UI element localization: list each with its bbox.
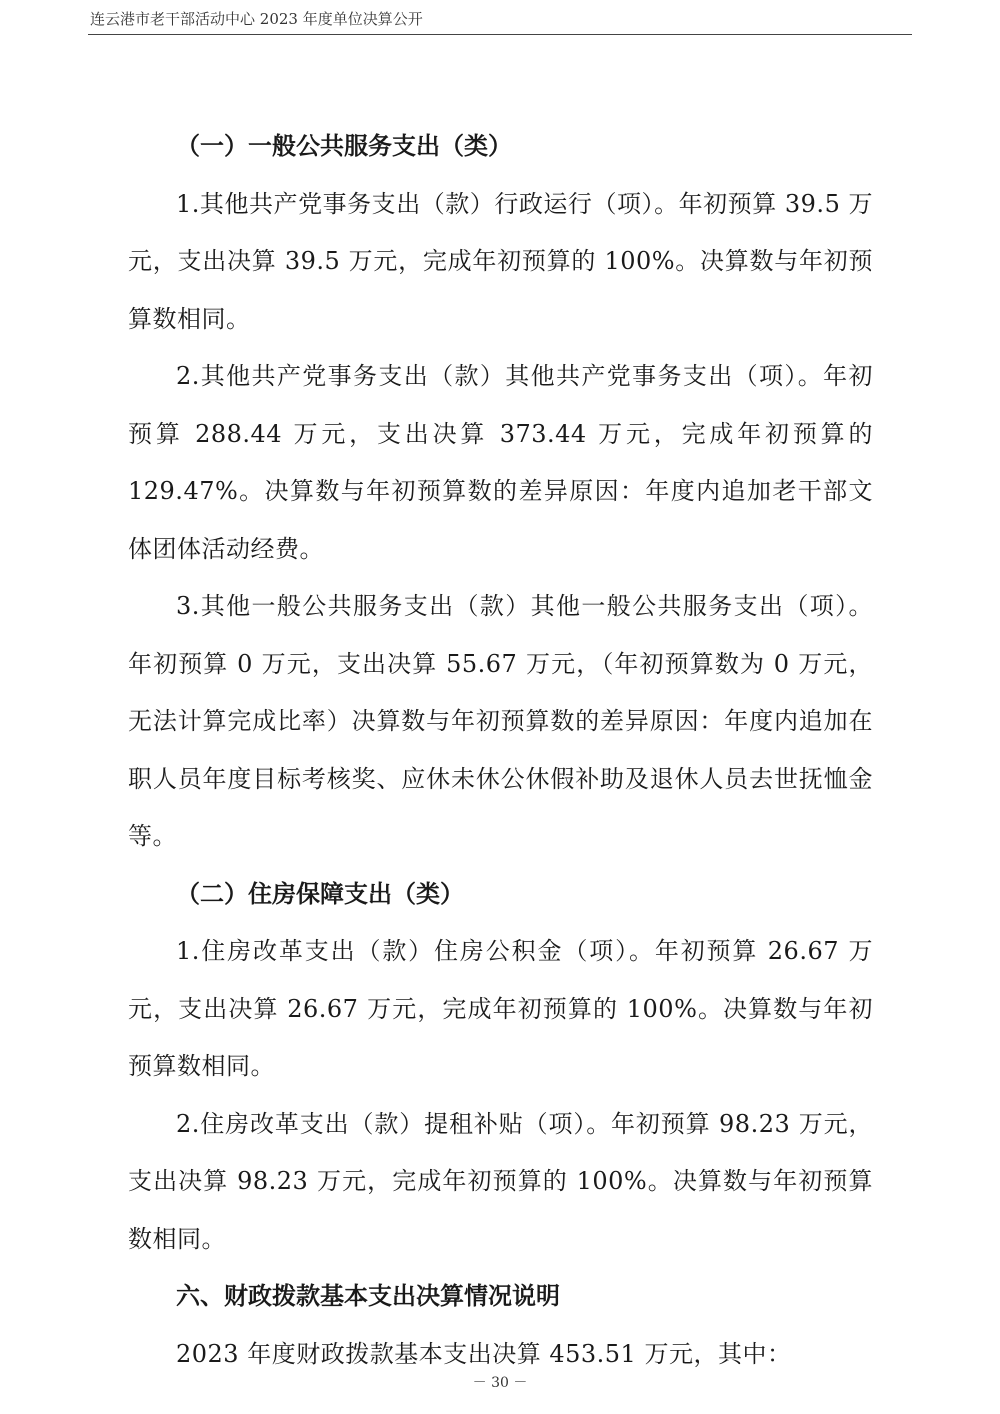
paragraph-basic-expenditure-total: 2023 年度财政拨款基本支出决算 453.51 万元，其中： <box>176 1339 792 1368</box>
header-divider <box>88 34 912 35</box>
running-header: 连云港市老干部活动中心 2023 年度单位决算公开 <box>90 10 423 28</box>
paragraph-housing-provident-fund: 1.住房改革支出（款）住房公积金（项）。年初预算 26.67 万元，支出决算 26.67 万元，完成年初预算的 100%。决算数与年初预算数相同。 <box>128 937 873 1080</box>
section-heading-housing-security: （二）住房保障支出（类） <box>176 879 464 908</box>
paragraph-party-admin-operation: 1.其他共产党事务支出（款）行政运行（项）。年初预算 39.5 万元，支出决算 39.5 万元，完成年初预算的 100%。决算数与年初预算数相同。 <box>128 189 873 333</box>
section-heading-general-public-services: （一）一般公共服务支出（类） <box>176 132 512 160</box>
paragraph-party-other-expenditure: 2.其他共产党事务支出（款）其他共产党事务支出（项）。年初预算 288.44 万元，支出决算 373.44 万元，完成年初预算的 129.47%。决算数与年初预算数的差异原因：年度内追加老干部文体团体活动经费。 <box>128 362 873 563</box>
page-number: － 30 － <box>472 1375 528 1391</box>
paragraph-rent-subsidy: 2.住房改革支出（款）提租补贴（项）。年初预算 98.23 万元，支出决算 98.23 万元，完成年初预算的 100%。决算数与年初预算数相同。 <box>128 1109 873 1253</box>
section-heading-basic-expenditure: 六、财政拨款基本支出决算情况说明 <box>176 1282 560 1310</box>
document-body <box>128 118 873 1383</box>
paragraph-general-public-other-expenditure: 3.其他一般公共服务支出（款）其他一般公共服务支出（项）。年初预算 0 万元，支出决算 55.67 万元，（年初预算数为 0 万元，无法计算完成比率）决算数与年初预算数的差异原因：年度内追加在职人员年度目标考核奖、应休未休公休假补助及退休人员去世抚恤金等。 <box>128 592 873 850</box>
